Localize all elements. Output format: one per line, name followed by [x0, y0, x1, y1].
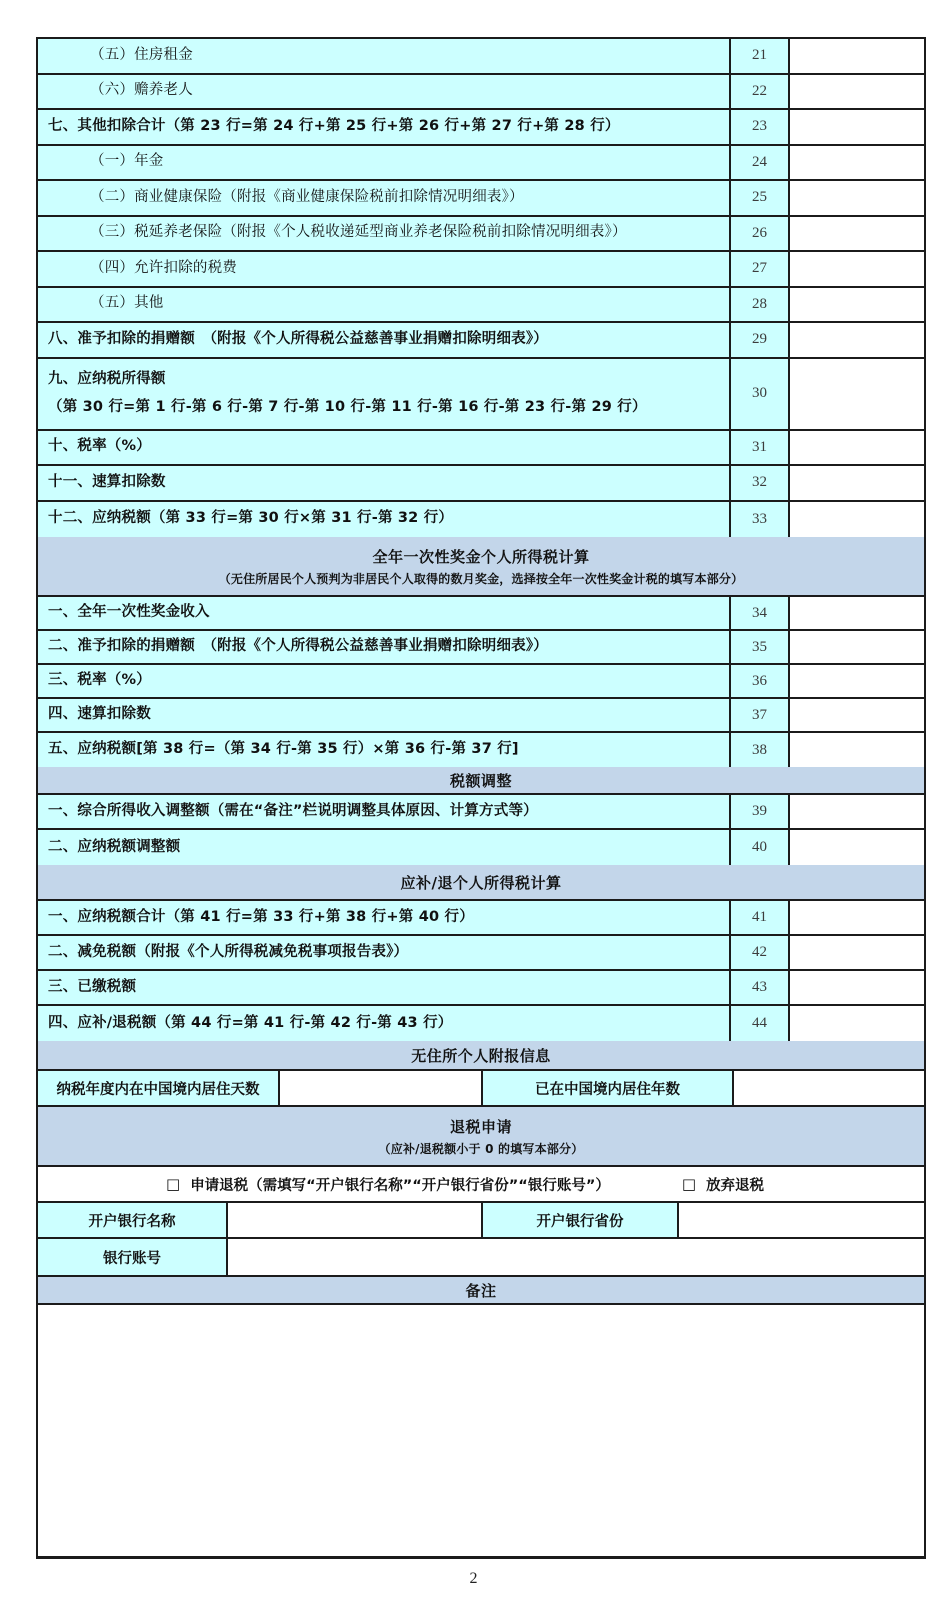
table-row — [38, 75, 924, 111]
section-header-refund-application — [38, 1107, 924, 1167]
row-number: 44 — [731, 1006, 790, 1041]
tax-form-table — [36, 37, 926, 1559]
row-number: 40 — [731, 830, 790, 865]
row-number: 35 — [731, 631, 790, 663]
section-title: 全年一次性奖金个人所得税计算 — [372, 547, 590, 566]
residence-days-label: 纳税年度内在中国境内居住天数 — [38, 1071, 280, 1105]
waive-refund-option[interactable] — [682, 1174, 764, 1195]
bonus-rows-container — [38, 597, 924, 767]
row-value-cell[interactable] — [790, 181, 924, 215]
row-value-cell[interactable] — [790, 936, 924, 969]
section-title: 应补/退个人所得税计算 — [400, 873, 562, 892]
bank-info-row — [38, 1203, 924, 1239]
row-number: 37 — [731, 699, 790, 731]
row-value-cell[interactable] — [790, 665, 924, 697]
remarks-area[interactable] — [38, 1305, 924, 1556]
row-number: 39 — [731, 795, 790, 828]
table-row — [38, 795, 924, 830]
bank-name-label: 开户银行名称 — [38, 1203, 228, 1237]
row-label: 二、准予扣除的捐赠额 （附报《个人所得税公益慈善事业捐赠扣除明细表》） — [38, 631, 731, 663]
row-value-cell[interactable] — [790, 359, 924, 429]
row-value-cell[interactable] — [790, 288, 924, 322]
row-value-cell[interactable] — [790, 971, 924, 1004]
row-number: 25 — [731, 181, 790, 215]
table-row — [38, 39, 924, 75]
row-value-cell[interactable] — [790, 146, 924, 180]
row-label: 十一、速算扣除数 — [38, 466, 731, 500]
table-row — [38, 733, 924, 767]
row-label: 四、速算扣除数 — [38, 699, 731, 731]
waive-refund-label: 放弃退税 — [706, 1177, 765, 1194]
row-value-cell[interactable] — [790, 466, 924, 500]
row-value-cell[interactable] — [790, 733, 924, 767]
table-row — [38, 217, 924, 253]
adjustment-rows-container — [38, 795, 924, 865]
residence-years-input[interactable] — [734, 1071, 924, 1105]
row-label — [38, 359, 731, 429]
row-number: 29 — [731, 323, 790, 357]
row-value-cell[interactable] — [790, 901, 924, 934]
row-label: 二、应纳税额调整额 — [38, 830, 731, 865]
table-row — [38, 146, 924, 182]
row-label: 三、税率（%） — [38, 665, 731, 697]
row-label: 五、应纳税额[第 38 行=（第 34 行-第 35 行）×第 36 行-第 37 行] — [38, 733, 731, 767]
row-value-cell[interactable] — [790, 39, 924, 73]
table-row — [38, 252, 924, 288]
row-number: 28 — [731, 288, 790, 322]
section-title: 税额调整 — [449, 771, 512, 790]
row-label: （三）税延养老保险（附报《个人税收递延型商业养老保险税前扣除情况明细表》） — [38, 217, 731, 251]
table-row — [38, 110, 924, 146]
bank-account-row — [38, 1239, 924, 1277]
row-number: 24 — [731, 146, 790, 180]
deduction-rows-container — [38, 39, 924, 537]
row-number: 21 — [731, 39, 790, 73]
row-value-cell[interactable] — [790, 1006, 924, 1041]
row-number: 43 — [731, 971, 790, 1004]
row-value-cell[interactable] — [790, 795, 924, 828]
bank-province-label: 开户银行省份 — [483, 1203, 679, 1237]
row-label: 二、减免税额（附报《个人所得税减免税事项报告表》） — [38, 936, 731, 969]
table-row — [38, 971, 924, 1006]
table-row — [38, 830, 924, 865]
table-row — [38, 699, 924, 733]
section-header-annual-bonus — [38, 537, 924, 597]
row-value-cell[interactable] — [790, 830, 924, 865]
section-header-remarks — [38, 1277, 924, 1305]
row-label: 十、税率（%） — [38, 431, 731, 465]
apply-refund-label: 申请退税（需填写“开户银行名称”“开户银行省份”“银行账号”） — [190, 1177, 610, 1194]
table-row — [38, 502, 924, 538]
row-label: （五）住房租金 — [38, 39, 731, 73]
row-number: 27 — [731, 252, 790, 286]
row-number: 36 — [731, 665, 790, 697]
row-label: （五）其他 — [38, 288, 731, 322]
row-value-cell[interactable] — [790, 217, 924, 251]
page-number: 2 — [469, 1570, 478, 1587]
table-row — [38, 288, 924, 324]
row-value-cell[interactable] — [790, 110, 924, 144]
row-label: 三、已缴税额 — [38, 971, 731, 1004]
row-value-cell[interactable] — [790, 631, 924, 663]
table-row — [38, 597, 924, 631]
bank-name-input[interactable] — [228, 1203, 483, 1237]
section-header-no-domicile — [38, 1041, 924, 1071]
row-value-cell[interactable] — [790, 252, 924, 286]
row-value-cell[interactable] — [790, 323, 924, 357]
row-label: 一、综合所得收入调整额（需在“备注”栏说明调整具体原因、计算方式等） — [38, 795, 731, 828]
row-label: 七、其他扣除合计（第 23 行=第 24 行+第 25 行+第 26 行+第 27 行+第 28 行） — [38, 110, 731, 144]
row-number: 26 — [731, 217, 790, 251]
row-value-cell[interactable] — [790, 431, 924, 465]
row-number: 23 — [731, 110, 790, 144]
row-number: 33 — [731, 502, 790, 538]
table-row — [38, 936, 924, 971]
row-number: 22 — [731, 75, 790, 109]
row-value-cell[interactable] — [790, 75, 924, 109]
section-header-settlement — [38, 865, 924, 901]
row-label: （六）赡养老人 — [38, 75, 731, 109]
row-number: 41 — [731, 901, 790, 934]
row-label: 一、全年一次性奖金收入 — [38, 597, 731, 629]
table-row — [38, 181, 924, 217]
refund-choice-row — [38, 1167, 924, 1203]
apply-refund-checkbox[interactable]: □ — [166, 1175, 181, 1193]
settlement-rows-container — [38, 901, 924, 1041]
bank-account-input[interactable] — [228, 1239, 924, 1275]
table-row — [38, 665, 924, 699]
row-label: （四）允许扣除的税费 — [38, 252, 731, 286]
row-number: 38 — [731, 733, 790, 767]
row-label: 十二、应纳税额（第 33 行=第 30 行×第 31 行-第 32 行） — [38, 502, 731, 538]
row-number: 32 — [731, 466, 790, 500]
section-subtitle: （应补/退税额小于 0 的填写本部分） — [378, 1141, 584, 1156]
row-number: 34 — [731, 597, 790, 629]
bank-account-label: 银行账号 — [38, 1239, 228, 1275]
row-label: 一、应纳税额合计（第 41 行=第 33 行+第 38 行+第 40 行） — [38, 901, 731, 934]
row-label: （一）年金 — [38, 146, 731, 180]
table-row — [38, 359, 924, 431]
section-title: 备注 — [465, 1281, 497, 1300]
row-label: （二）商业健康保险（附报《商业健康保险税前扣除情况明细表》） — [38, 181, 731, 215]
table-row — [38, 901, 924, 936]
table-row — [38, 631, 924, 665]
section-subtitle: （无住所居民个人预判为非居民个人取得的数月奖金，选择按全年一次性奖金计税的填写本部分） — [218, 571, 744, 586]
row-label: 四、应补/退税额（第 44 行=第 41 行-第 42 行-第 43 行） — [38, 1006, 731, 1041]
section-header-tax-adjustment — [38, 767, 924, 795]
residence-info-row — [38, 1071, 924, 1107]
section-title: 退税申请 — [449, 1117, 512, 1136]
residence-years-label: 已在中国境内居住年数 — [483, 1071, 734, 1105]
row-number: 30 — [731, 359, 790, 429]
table-row — [38, 1006, 924, 1041]
row-label: 八、准予扣除的捐赠额 （附报《个人所得税公益慈善事业捐赠扣除明细表》） — [38, 323, 731, 357]
row-label-line1: 九、应纳税所得额 — [48, 370, 166, 387]
row-value-cell[interactable] — [790, 597, 924, 629]
row-number: 42 — [731, 936, 790, 969]
row-value-cell[interactable] — [790, 502, 924, 538]
table-row — [38, 431, 924, 467]
apply-refund-option[interactable] — [166, 1174, 610, 1195]
bank-province-input[interactable] — [679, 1203, 924, 1237]
residence-days-input[interactable] — [280, 1071, 483, 1105]
table-row — [38, 323, 924, 359]
row-value-cell[interactable] — [790, 699, 924, 731]
waive-refund-checkbox[interactable]: □ — [681, 1175, 697, 1193]
section-title: 无住所个人附报信息 — [411, 1046, 551, 1065]
table-row — [38, 466, 924, 502]
row-number: 31 — [731, 431, 790, 465]
row-label-line2: （第 30 行=第 1 行-第 6 行-第 7 行-第 10 行-第 11 行-第 16 行-第 23 行-第 29 行） — [48, 398, 647, 415]
